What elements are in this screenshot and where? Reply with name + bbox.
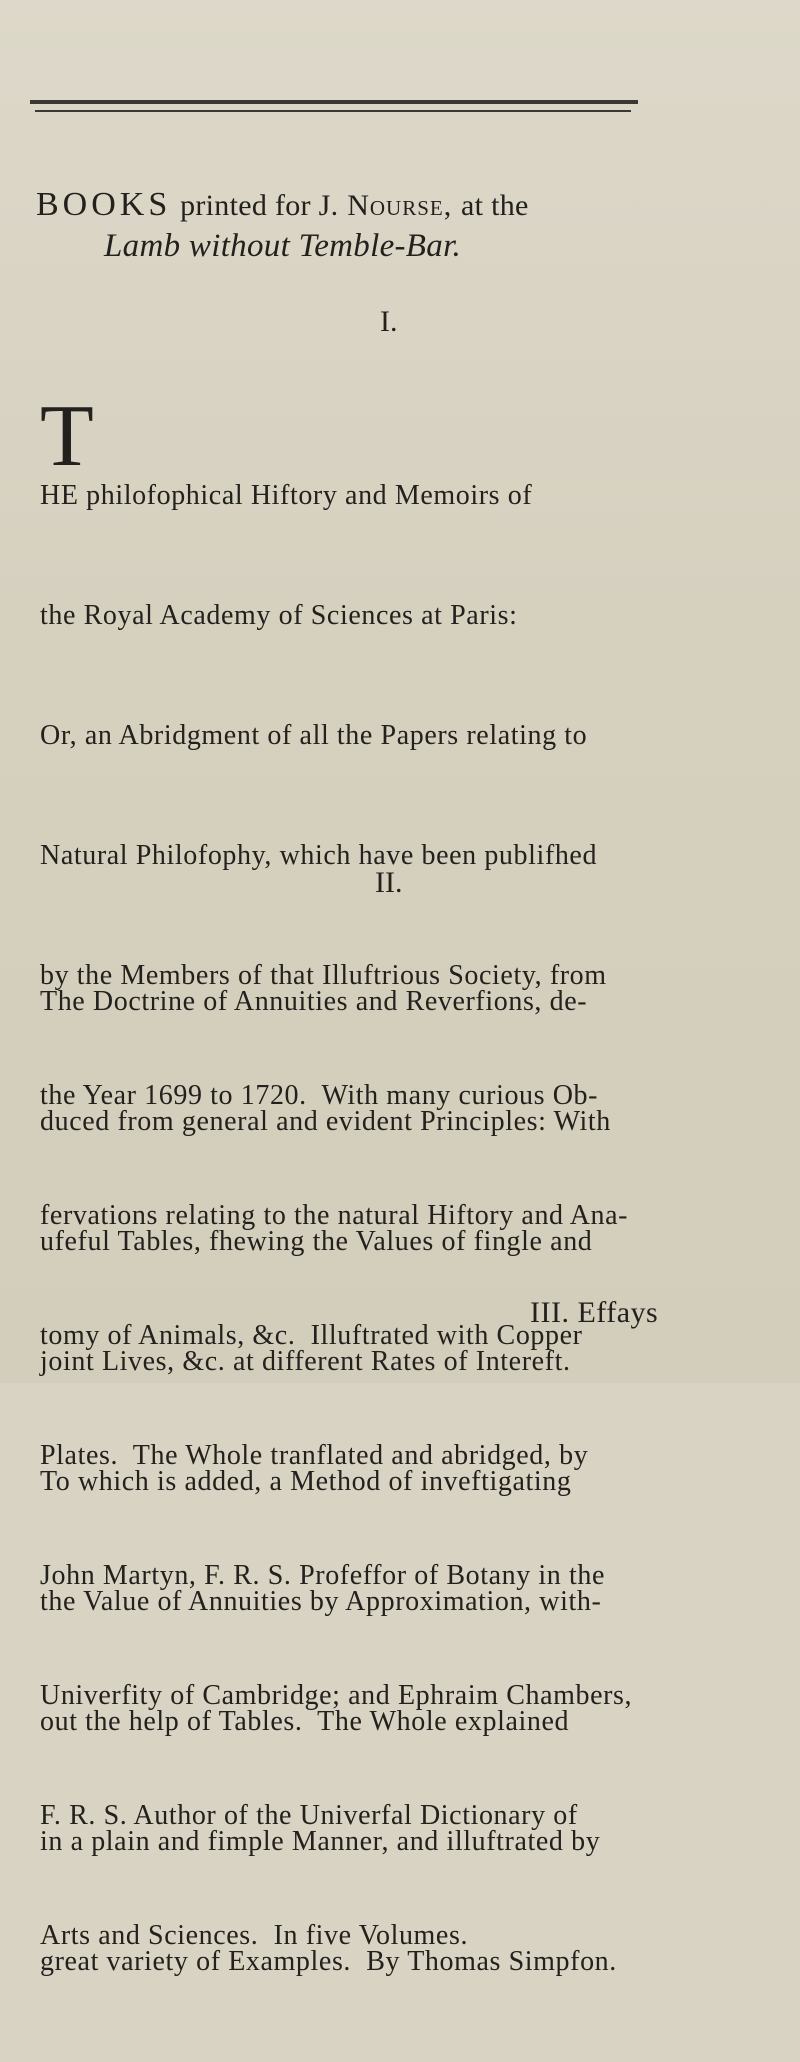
text-line: in a plain and fimple Manner, and illuftrated by [40, 1826, 601, 1857]
text-line: F. R. S. Author of the Univerfal Dictionary of [40, 1800, 578, 1831]
text-line: the Year 1699 to 1720. With many curious Ob- [40, 1080, 599, 1111]
text-line: the Royal Academy of Sciences at Paris: [40, 600, 518, 631]
advertisement-header [36, 185, 756, 266]
text-line: fervations relating to the natural Hiftory and Ana- [40, 1200, 629, 1231]
catchword: III. Effays [530, 1296, 659, 1329]
text-line: duced from general and evident Principles: With [40, 1106, 611, 1137]
text-line: out the help of Tables. The Whole explained [40, 1706, 570, 1737]
entry-numeral: I. [380, 305, 398, 338]
header-at-the: at the [461, 189, 529, 222]
text-line: Natural Philofophy, which have been publifhed [40, 840, 598, 871]
text-line: HE philofophical Hiftory and Memoirs of [40, 480, 533, 511]
drop-cap-letter: T [40, 388, 95, 485]
text-line: by the Members of that Illuftrious Society, from [40, 960, 607, 991]
text-line: great variety of Examples. By Thomas Simpfon. [40, 1946, 617, 1977]
text-line: John Martyn, F. R. S. Profeffor of Botany in the [40, 1560, 606, 1591]
entry-numeral: II. [375, 866, 403, 899]
text-line: Plates. The Whole tranflated and abridged, by [40, 1440, 589, 1471]
text-line: The Doctrine of Annuities and Reverfions, de- [40, 986, 588, 1017]
header-printed-for: printed for J. [180, 189, 339, 222]
text-line: Or, an Abridgment of all the Papers relating to [40, 720, 588, 751]
top-rule-thin [35, 110, 631, 112]
header-publisher-name: Nourse, [347, 189, 453, 222]
text-line: tomy of Animals, &c. Illuftrated with Copper [40, 1320, 583, 1351]
top-rule-thick [30, 100, 638, 104]
text-line: joint Lives, &c. at different Rates of Intereft. [40, 1346, 571, 1377]
text-line: To which is added, a Method of inveftigating [40, 1466, 572, 1497]
text-line: Arts and Sciences. In five Volumes. [40, 1920, 469, 1951]
header-books: BOOKS [36, 186, 172, 223]
entry-2-text [40, 902, 780, 2062]
header-location: Lamb without Temble-Bar. [104, 228, 462, 264]
text-line: ufeful Tables, fhewing the Values of fingle and [40, 1226, 593, 1257]
text-line: the Value of Annuities by Approximation, with- [40, 1586, 602, 1617]
text-line: Univerfity of Cambridge; and Ephraim Chambers, [40, 1680, 633, 1711]
